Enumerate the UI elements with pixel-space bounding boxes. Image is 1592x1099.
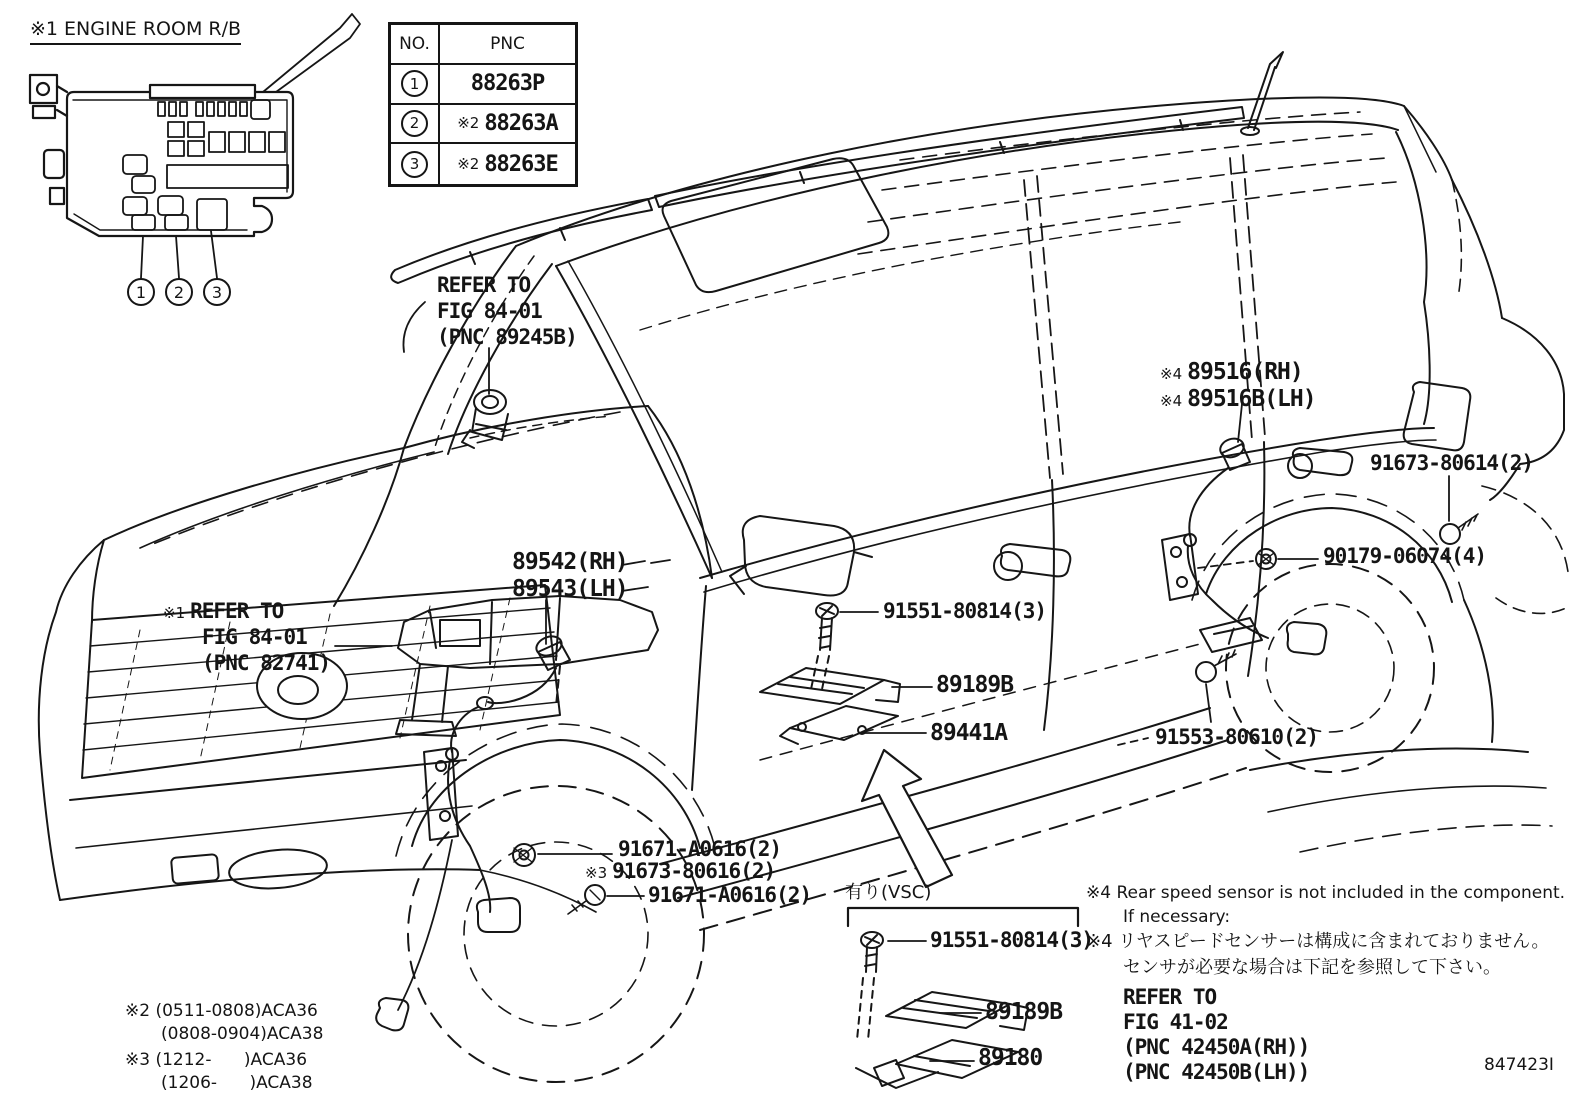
pnc-table — [388, 22, 578, 187]
label-91553-80610: 91553-80610(2) — [1155, 725, 1319, 749]
figure-code: 847423I — [1484, 1055, 1554, 1075]
callout-circle-1 — [127, 278, 155, 306]
grille — [82, 585, 560, 778]
rear-speed-sensor — [1162, 436, 1326, 655]
note-3-line2: (1206- )ACA38 — [161, 1073, 313, 1093]
note-refer-line2: FIG 41-02 — [1123, 1010, 1228, 1034]
ref-mark: ※3 — [585, 864, 608, 882]
roof-rail-near — [391, 199, 652, 283]
fog-lamp — [228, 846, 329, 892]
label-90179-06074: 90179-06074(4) — [1323, 544, 1487, 568]
label-refer-89245b-2: FIG 84-01 — [437, 299, 542, 323]
label-89189b-upper: 89189B — [936, 672, 1014, 698]
screw-front-b — [568, 885, 605, 914]
note-refer-line1: REFER TO — [1123, 985, 1217, 1009]
pnc-table-col-pnc — [440, 25, 575, 65]
label-89516b-lh — [1160, 387, 1316, 411]
roof-rail-far — [655, 107, 1244, 207]
callout-number: 1 — [135, 282, 147, 302]
ref-mark: ※2 — [457, 114, 480, 133]
table-row-1-pnc — [440, 65, 575, 105]
pointer-arrow — [862, 750, 952, 887]
label-text: REFER TO — [190, 599, 284, 623]
label-89180: 89180 — [978, 1045, 1043, 1071]
pnc-table-col-no — [391, 25, 440, 65]
part-number: 91673-80616(2) — [612, 859, 776, 883]
engine-room-rb-title — [30, 20, 241, 40]
screw-front-a — [513, 844, 535, 866]
label-refer-82741-1 — [163, 600, 283, 622]
label-refer-82741-2: FIG 84-01 — [202, 625, 307, 649]
label-91671-a0616-a: 91671-A0616(2) — [618, 837, 782, 861]
column-header: PNC — [490, 34, 525, 54]
row-number: 3 — [409, 155, 420, 174]
door-handle-front — [994, 544, 1070, 580]
screw-91553-80610 — [1196, 650, 1236, 682]
table-row-1-no — [391, 65, 440, 105]
note-2-line1: ※2 (0511-0808)ACA36 — [125, 1001, 318, 1021]
engine-room-rb-title-text: ※1 ENGINE ROOM R/B — [30, 18, 241, 45]
note-4-english-line2: If necessary: — [1123, 907, 1231, 927]
sunroof — [663, 158, 889, 292]
label-91551-80814-vsc: 91551-80814(3) — [930, 928, 1094, 952]
vsc-group-bracket — [848, 908, 1078, 926]
circled-number — [401, 70, 428, 97]
callout-number: 3 — [211, 282, 223, 302]
note-refer-line3: (PNC 42450A(RH)) — [1123, 1035, 1310, 1059]
part-number: 89516(RH) — [1187, 359, 1303, 385]
nut-90179 — [1256, 549, 1276, 569]
label-refer-89245b-3: (PNC 89245B) — [437, 325, 577, 349]
row-number: 2 — [409, 114, 420, 133]
label-89543-lh: 89543(LH) — [512, 576, 628, 602]
note-4-english-line1: ※4 Rear speed sensor is not included in the component. — [1086, 883, 1566, 903]
ref-mark: ※4 — [1160, 365, 1183, 383]
note-refer-line4: (PNC 42450B(LH)) — [1123, 1060, 1310, 1084]
pnc-value: 88263A — [484, 110, 558, 136]
label-89542-rh: 89542(RH) — [512, 549, 628, 575]
label-91673-80616 — [585, 860, 775, 882]
note-4-japanese-line2: センサが必要な場合は下記を参照して下さい。 — [1123, 957, 1501, 978]
screw-91673-80614 — [1440, 514, 1478, 544]
ref-mark: ※2 — [457, 155, 480, 174]
side-mirror — [730, 516, 872, 595]
ref-mark: ※4 — [1160, 392, 1183, 410]
column-header: NO. — [399, 34, 430, 54]
label-vsc-heading: 有り(VSC) — [845, 882, 932, 903]
circled-number — [401, 151, 428, 178]
callout-circle-2 — [165, 278, 193, 306]
table-row-3-no — [391, 144, 440, 184]
pnc-value: 88263E — [484, 151, 558, 177]
note-3-line1: ※3 (1212- )ACA36 — [125, 1050, 308, 1070]
front-speed-sensor — [376, 633, 570, 1030]
callout-circle-3 — [203, 278, 231, 306]
note-2-line2: (0808-0904)ACA38 — [161, 1024, 324, 1044]
label-refer-89245b-1: REFER TO — [437, 273, 531, 297]
ref-mark: ※1 — [163, 604, 186, 622]
label-refer-82741-3: (PNC 82741) — [202, 651, 331, 675]
table-row-2-pnc — [440, 105, 575, 145]
table-row-3-pnc — [440, 144, 575, 184]
row-number: 1 — [409, 74, 420, 93]
leader-lines — [335, 348, 1449, 1061]
note-4-japanese-line1: ※4 リヤスピードセンサーは構成に含まれておりません。 — [1086, 931, 1550, 952]
label-91671-a0616-b: 91671-A0616(2) — [648, 883, 812, 907]
label-89441a: 89441A — [930, 720, 1008, 746]
label-91551-80814-upper: 91551-80814(3) — [883, 599, 1047, 623]
pnc-value: 88263P — [470, 71, 545, 97]
callout-number: 2 — [173, 282, 185, 302]
label-89516-rh — [1160, 360, 1303, 384]
part-number: 89516B(LH) — [1187, 386, 1316, 412]
engine-room-rb-illustration — [30, 14, 360, 278]
table-row-2-no — [391, 105, 440, 145]
label-91673-80614: 91673-80614(2) — [1370, 451, 1534, 475]
skid-control-assembly — [760, 603, 900, 744]
circled-number — [401, 110, 428, 137]
roofline — [516, 97, 1404, 246]
label-89189b-vsc: 89189B — [985, 999, 1063, 1025]
